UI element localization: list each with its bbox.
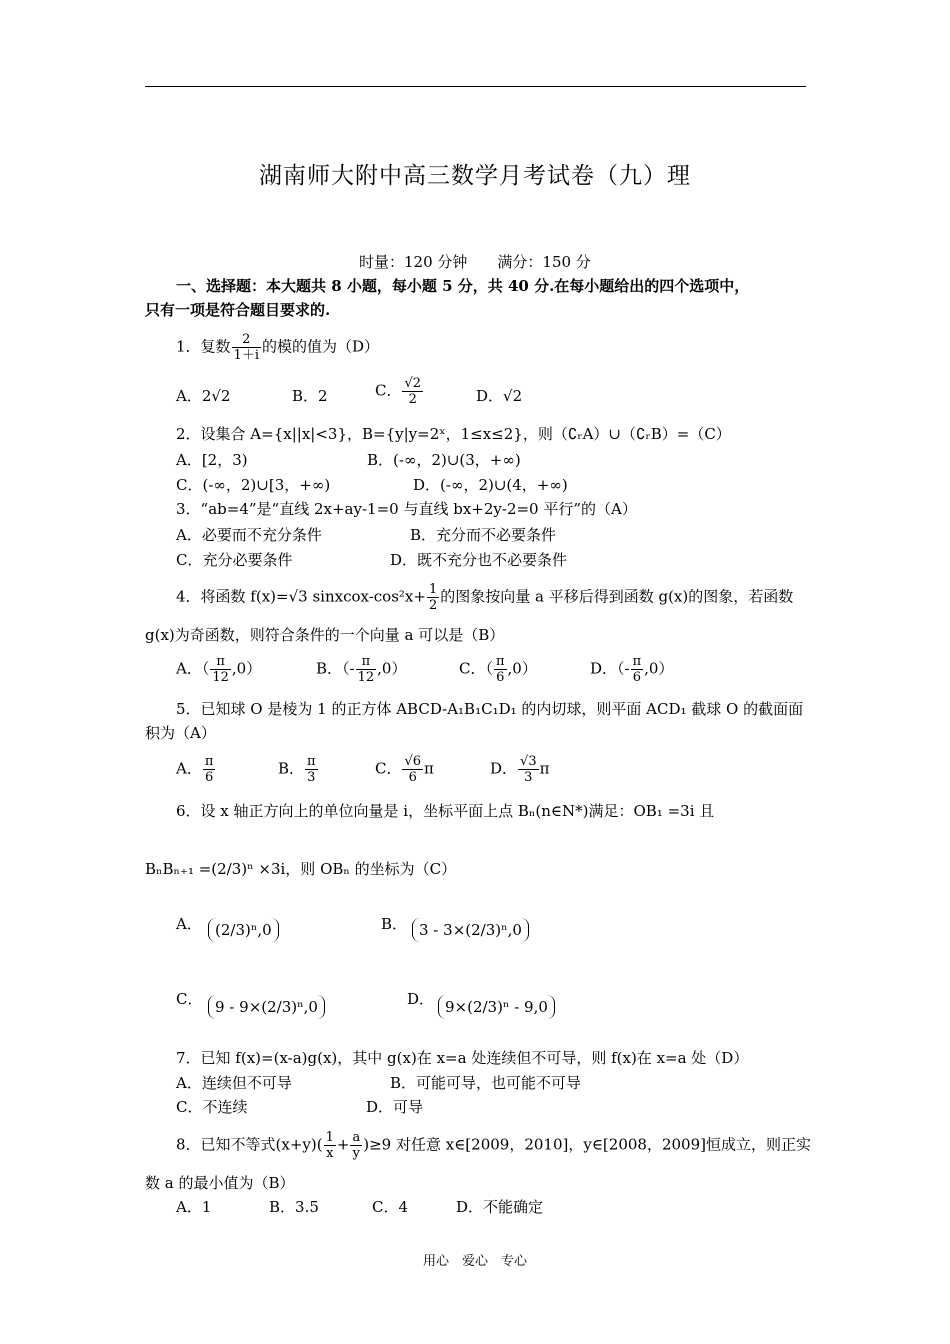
question-3-option-c: C．充分必要条件 [176, 551, 293, 569]
question-6-option-c: 9 - 9×(2/3)ⁿ,0 [208, 995, 325, 1019]
question-6-stem: 6．设 x 轴正方向上的单位向量是 i，坐标平面上点 Bₙ(n∈N*)满足：OB₁ =3i 且 [176, 802, 715, 820]
section-heading: 一、选择题：本大题共 8 小题，每小题 5 分，共 40 分.在每小题给出的四个选项中， [176, 277, 750, 295]
question-8-option-b: B．3.5 [269, 1198, 319, 1216]
question-7-option-b: B．可能可导，也可能不可导 [390, 1074, 582, 1092]
question-8-stem-cont: 数 a 的最小值为（B） [145, 1174, 295, 1192]
question-5-option-d: D． $\frac{√3}{3}$ π [490, 754, 550, 785]
question-3-option-a: A．必要而不充分条件 [176, 526, 322, 544]
question-6-option-a: (2/3)ⁿ,0 [208, 918, 279, 942]
exam-meta: 时量：120 分钟 满分：150 分 [359, 253, 591, 271]
question-7-option-a: A．连续但不可导 [176, 1074, 292, 1092]
page-footer: 用心 爱心 专心 [422, 1254, 527, 1269]
question-6-option-d-label: D． [407, 990, 435, 1008]
question-3-option-b: B．充分而不必要条件 [410, 526, 557, 544]
question-8-option-c: C．4 [372, 1198, 409, 1216]
question-6-option-a-label: A． [176, 915, 202, 933]
question-6-option-d: 9×(2/3)ⁿ - 9,0 [438, 995, 555, 1019]
question-2-option-b: B．(-∞，2)∪(3，+∞) [367, 451, 521, 469]
page-title: 湖南师大附中高三数学月考试卷（九）理 [259, 163, 691, 189]
question-8-option-a: A．1 [176, 1198, 212, 1216]
question-1-option-b: B．2 [292, 387, 328, 405]
question-1-option-c: C． $\frac{√2}{2}$ [375, 376, 422, 407]
question-1-option-a: A．2√2 [176, 387, 231, 405]
question-6-option-c-label: C． [176, 990, 203, 1008]
fraction: $\frac{2}{1+i}$ [233, 332, 259, 363]
question-6-option-b: 3 - 3×(2/3)ⁿ,0 [412, 918, 529, 942]
question-4-option-b: B．（- $\frac{\pi}{12}$ ,0） [316, 654, 407, 685]
question-7-option-d: D．可导 [366, 1098, 424, 1116]
question-4-stem: 4．将函数 f(x)=√3 sinxcox-cos²x+ $\frac{1}{2}$ 的图象按向量 a 平移后得到函数 g(x)的图象，若函数 [176, 582, 794, 613]
question-2-option-c: C．(-∞，2)∪[3，+∞) [176, 476, 331, 494]
header-rule [145, 86, 806, 87]
question-8-stem: 8．已知不等式(x+y)( $\frac{1}{x}$ + $\frac{a}{y}$ )≥9 对任意 x∈[2009，2010]，y∈[2008，2009]恒成立，则正实 [176, 1130, 811, 1161]
question-5-stem-cont: 积为（A） [145, 724, 216, 742]
question-7-stem: 7．已知 f(x)=(x-a)g(x)，其中 g(x)在 x=a 处连续但不可导，则 f(x)在 x=a 处（D） [176, 1049, 749, 1067]
question-2-stem: 2．设集合 A={x||x|<3}，B={y|y=2ˣ，1≤x≤2}，则（∁ᵣA）∪（∁ᵣB）=（C） [176, 425, 731, 443]
question-5-option-a: A． $\frac{\pi}{6}$ [176, 754, 214, 785]
question-7-option-c: C．不连续 [176, 1098, 248, 1116]
question-2-option-a: A．[2，3) [176, 451, 248, 469]
question-1-option-d: D．√2 [476, 387, 523, 405]
section-heading-cont: 只有一项是符合题目要求的. [145, 301, 331, 319]
question-3-option-d: D．既不充分也不必要条件 [390, 551, 568, 569]
question-8-option-d: D．不能确定 [456, 1198, 544, 1216]
question-6-stem-cont: BₙBₙ₊₁ =(2/3)ⁿ ×3i，则 OBₙ 的坐标为（C） [145, 860, 457, 878]
question-1-stem: 1．复数 $\frac{2}{1+i}$ 的模的值为（D） [176, 332, 380, 363]
question-4-option-c: C．（ $\frac{\pi}{6}$ ,0） [459, 654, 537, 685]
question-3-stem: 3．“ab=4”是“直线 2x+ay-1=0 与直线 bx+2y-2=0 平行”的（A） [176, 500, 637, 518]
question-4-stem-cont: g(x)为奇函数，则符合条件的一个向量 a 可以是（B） [145, 626, 505, 644]
question-4-option-d: D．（- $\frac{\pi}{6}$ ,0） [590, 654, 674, 685]
question-6-option-b-label: B． [381, 915, 408, 933]
question-2-option-d: D．(-∞，2)∪(4，+∞) [413, 476, 568, 494]
question-5-option-b: B． $\frac{\pi}{3}$ [278, 754, 316, 785]
question-5-stem: 5．已知球 O 是棱为 1 的正方体 ABCD-A₁B₁C₁D₁ 的内切球，则平面 ACD₁ 截球 O 的截面面 [176, 700, 804, 718]
question-4-option-a: A．（ $\frac{\pi}{12}$ ,0） [176, 654, 262, 685]
question-5-option-c: C． $\frac{√6}{6}$ π [375, 754, 434, 785]
